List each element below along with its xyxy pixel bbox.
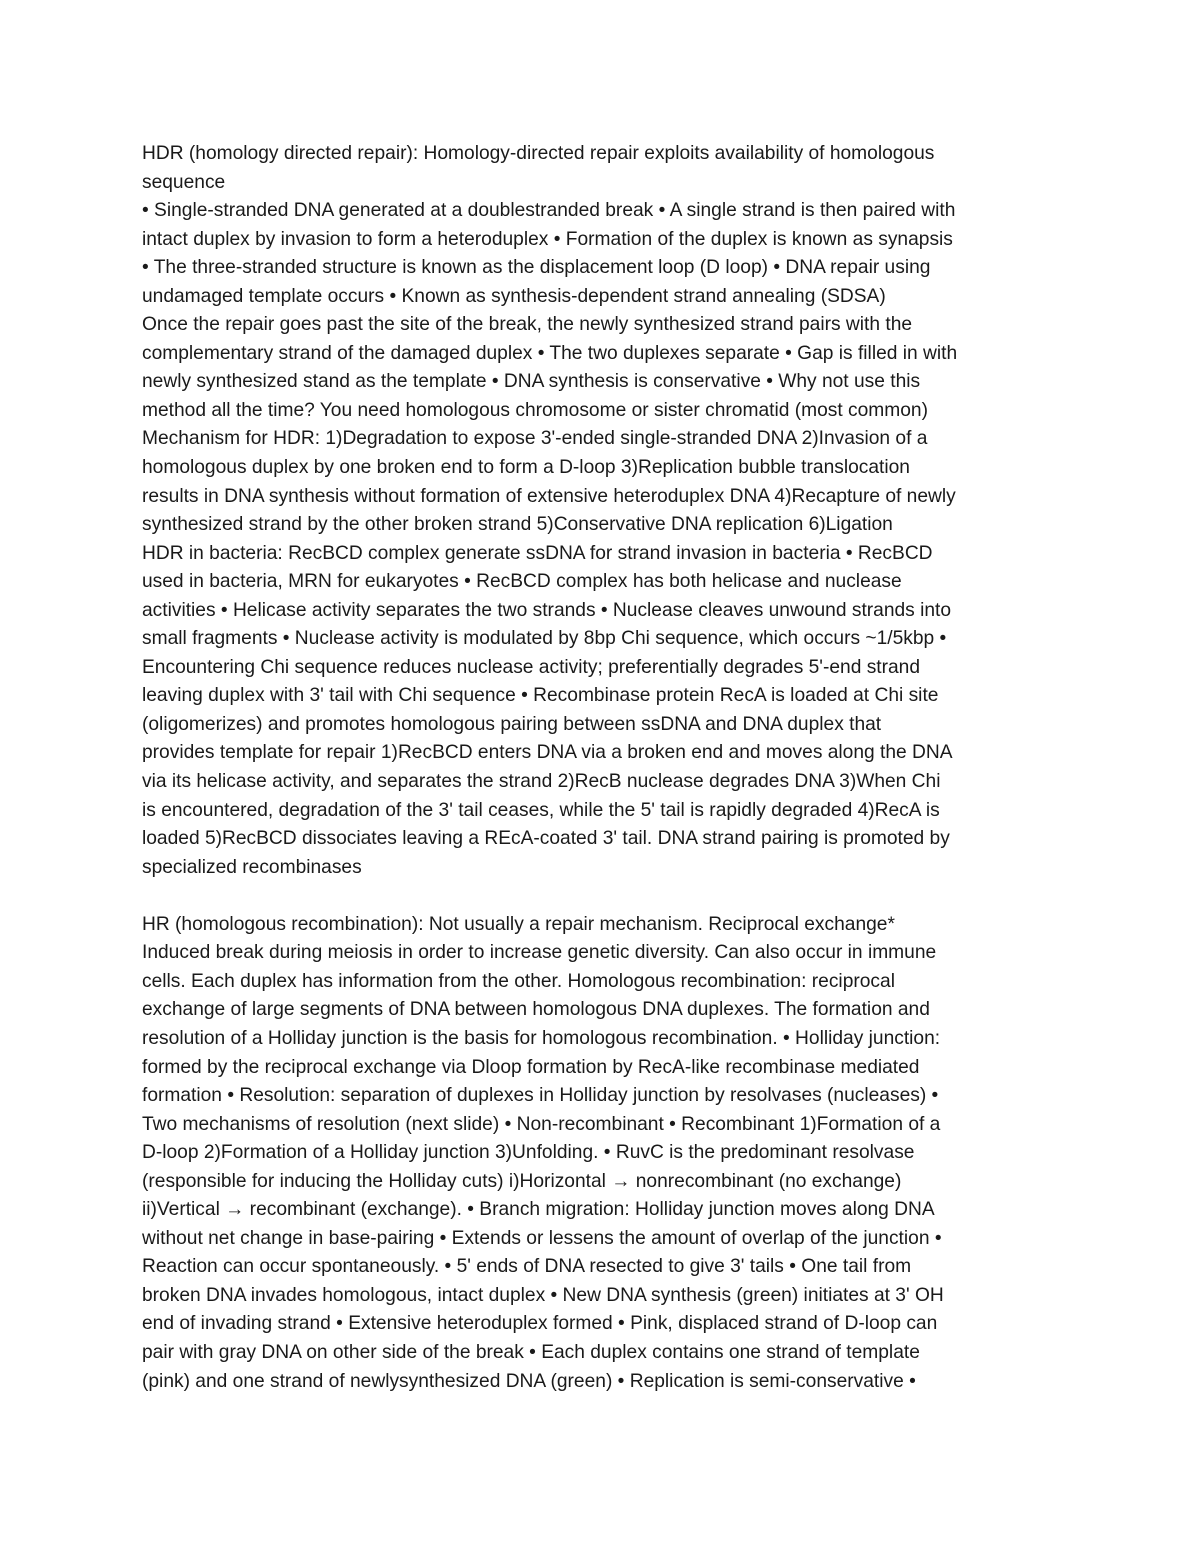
text-line: undamaged template occurs • Known as synthesis-dependent strand annealing (SDSA) bbox=[142, 285, 886, 307]
text-line: Encountering Chi sequence reduces nuclease activity; preferentially degrades 5'-end strand bbox=[142, 656, 921, 678]
text-line: (pink) and one strand of newlysynthesized DNA (green) • Replication is semi-conservative • bbox=[142, 1370, 916, 1392]
text-line: via its helicase activity, and separates the strand 2)RecB nuclease degrades DNA 3)When Chi bbox=[142, 771, 941, 793]
text-line: Once the repair goes past the site of the break, the newly synthesized strand pairs with the bbox=[142, 314, 913, 336]
text-line: • The three-stranded structure is known as the displacement loop (D loop) • DNA repair using bbox=[142, 257, 931, 279]
text-line: resolution of a Holliday junction is the basis for homologous recombination. • Holliday junction: bbox=[142, 1027, 941, 1049]
text-line: end of invading strand • Extensive heteroduplex formed • Pink, displaced strand of D-loop can bbox=[142, 1313, 938, 1335]
text-line: formed by the reciprocal exchange via Dloop formation by RecA-like recombinase mediated bbox=[142, 1056, 920, 1078]
text-line: broken DNA invades homologous, intact duplex • New DNA synthesis (green) initiates at 3' OH bbox=[142, 1284, 944, 1306]
document-body bbox=[142, 140, 1082, 1396]
text-line: D-loop 2)Formation of a Holliday junction 3)Unfolding. • RuvC is the predominant resolvase bbox=[142, 1142, 915, 1164]
text-line: (responsible for inducing the Holliday cuts) i)Horizontal → nonrecombinant (no exchange) bbox=[142, 1170, 902, 1192]
text-line: method all the time? You need homologous chromosome or sister chromatid (most common) bbox=[142, 399, 928, 421]
text-line: sequence bbox=[142, 171, 226, 193]
text-line: Mechanism for HDR: 1)Degradation to expose 3'-ended single-stranded DNA 2)Invasion of a bbox=[142, 428, 928, 450]
text-line: Reaction can occur spontaneously. • 5' ends of DNA resected to give 3' tails • One tail from bbox=[142, 1256, 912, 1278]
text-line: HDR in bacteria: RecBCD complex generate ssDNA for strand invasion in bacteria • RecBCD bbox=[142, 542, 933, 564]
text-line: (oligomerizes) and promotes homologous pairing between ssDNA and DNA duplex that bbox=[142, 713, 882, 735]
text-line: cells. Each duplex has information from the other. Homologous recombination: reciprocal bbox=[142, 970, 895, 992]
text-line: formation • Resolution: separation of duplexes in Holliday junction by resolvases (nucleases) • bbox=[142, 1085, 939, 1107]
text-line: used in bacteria, MRN for eukaryotes • RecBCD complex has both helicase and nuclease bbox=[142, 571, 902, 593]
text-line: intact duplex by invasion to form a heteroduplex • Formation of the duplex is known as synapsis bbox=[142, 228, 953, 250]
text-line: is encountered, degradation of the 3' tail ceases, while the 5' tail is rapidly degraded 4)RecA is bbox=[142, 799, 940, 821]
text-line: • Single-stranded DNA generated at a doublestranded break • A single strand is then paired with bbox=[142, 200, 956, 222]
text-line: leaving duplex with 3' tail with Chi sequence • Recombinase protein RecA is loaded at Chi site bbox=[142, 685, 939, 707]
text-line: provides template for repair 1)RecBCD enters DNA via a broken end and moves along the DNA bbox=[142, 742, 953, 764]
text-line: newly synthesized stand as the template • DNA synthesis is conservative • Why not use this bbox=[142, 371, 921, 393]
text-line: specialized recombinases bbox=[142, 856, 362, 878]
text-line: pair with gray DNA on other side of the break • Each duplex contains one strand of template bbox=[142, 1341, 920, 1363]
text-line: HDR (homology directed repair): Homology-directed repair exploits availability of homologous bbox=[142, 143, 935, 164]
text-line: loaded 5)RecBCD dissociates leaving a REcA-coated 3' tail. DNA strand pairing is promoted by bbox=[142, 828, 950, 850]
text-line: Two mechanisms of resolution (next slide) • Non-recombinant • Recombinant 1)Formation of a bbox=[142, 1113, 941, 1135]
text-line: synthesized strand by the other broken strand 5)Conservative DNA replication 6)Ligation bbox=[142, 514, 893, 536]
hdr-section bbox=[142, 140, 1082, 882]
text-line: ii)Vertical → recombinant (exchange). • Branch migration: Holliday junction moves along DNA bbox=[142, 1199, 935, 1221]
hr-section bbox=[142, 911, 1082, 1396]
text-line: exchange of large segments of DNA between homologous DNA duplexes. The formation and bbox=[142, 999, 930, 1021]
paragraph-gap bbox=[142, 882, 1082, 911]
text-line: HR (homologous recombination): Not usually a repair mechanism. Reciprocal exchange* bbox=[142, 913, 895, 935]
text-line: results in DNA synthesis without formation of extensive heteroduplex DNA 4)Recapture of newly bbox=[142, 485, 956, 507]
text-line: homologous duplex by one broken end to form a D-loop 3)Replication bubble translocation bbox=[142, 457, 910, 479]
text-line: complementary strand of the damaged duplex • The two duplexes separate • Gap is filled in with bbox=[142, 342, 958, 364]
text-line: small fragments • Nuclease activity is modulated by 8bp Chi sequence, which occurs ~1/5kbp • bbox=[142, 628, 947, 650]
text-line: Induced break during meiosis in order to increase genetic diversity. Can also occur in immune bbox=[142, 942, 937, 964]
text-line: without net change in base-pairing • Extends or lessens the amount of overlap of the junction • bbox=[142, 1227, 942, 1249]
text-line: activities • Helicase activity separates the two strands • Nuclease cleaves unwound strands into bbox=[142, 599, 952, 621]
